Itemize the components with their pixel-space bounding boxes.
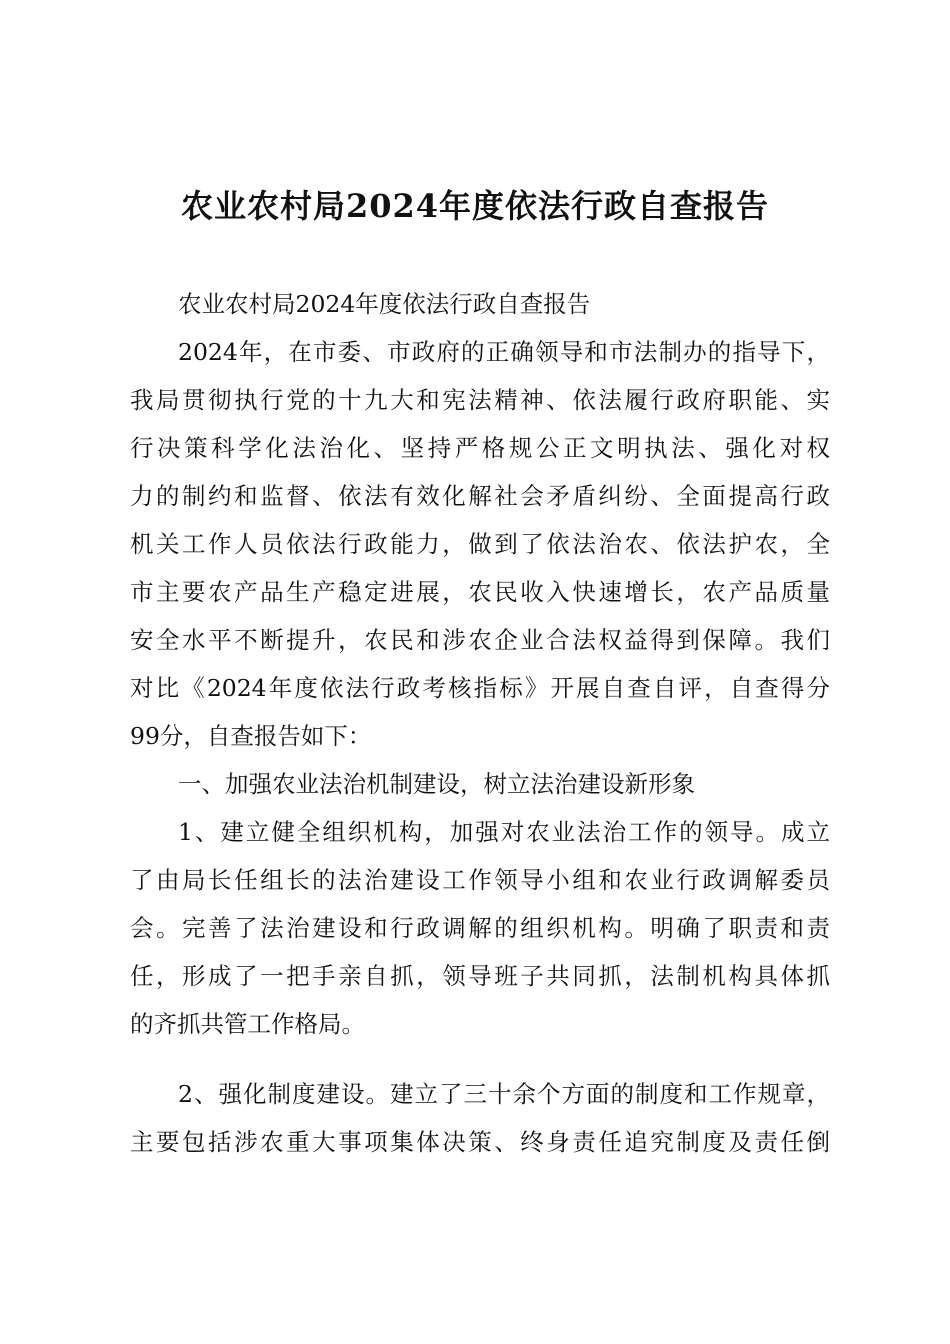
paragraph-line: 我局贯彻执行党的十九大和宪法精神、依法履行政府职能、实 <box>130 386 830 414</box>
paragraph-line: 安全水平不断提升，农民和涉农企业合法权益得到保障。我们 <box>130 626 830 654</box>
section-heading: 一、加强农业法治机制建设，树立法治建设新形象 <box>178 770 695 798</box>
paragraph-line: 会。完善了法治建设和行政调解的组织机构。明确了职责和责 <box>130 914 830 942</box>
paragraph-line: 主要包括涉农重大事项集体决策、终身责任追究制度及责任倒 <box>130 1128 830 1156</box>
paragraph-line: 99分，自查报告如下： <box>130 722 372 750</box>
paragraph-line: 市主要农产品生产稳定进展，农民收入快速增长，农产品质量 <box>130 578 830 606</box>
paragraph-line: 2024年，在市委、市政府的正确领导和市法制办的指导下， <box>178 338 830 366</box>
paragraph-line: 对比《2024年度依法行政考核指标》开展自查自评，自查得分 <box>130 674 830 702</box>
paragraph-line: 2、强化制度建设。建立了三十余个方面的制度和工作规章， <box>178 1080 830 1108</box>
paragraph-spacer <box>130 1048 830 1070</box>
paragraph-line: 机关工作人员依法行政能力，做到了依法治农、依法护农，全 <box>130 530 830 558</box>
document-title: 农业农村局2024年度依法行政自查报告 <box>180 187 770 225</box>
paragraph-line: 了由局长任组长的法治建设工作领导小组和农业行政调解委员 <box>130 866 830 894</box>
paragraph-line: 的齐抓共管工作格局。 <box>130 1010 365 1038</box>
document-body <box>130 280 830 1166</box>
paragraph-line: 力的制约和监督、依法有效化解社会矛盾纠纷、全面提高行政 <box>130 482 830 510</box>
paragraph-line: 任，形成了一把手亲自抓，领导班子共同抓，法制机构具体抓 <box>130 962 830 990</box>
subtitle-line: 农业农村局2024年度依法行政自查报告 <box>178 290 591 318</box>
paragraph-line: 行决策科学化法治化、坚持严格规公正文明执法、强化对权 <box>130 434 830 462</box>
paragraph-line: 1、建立健全组织机构，加强对农业法治工作的领导。成立 <box>178 818 830 846</box>
